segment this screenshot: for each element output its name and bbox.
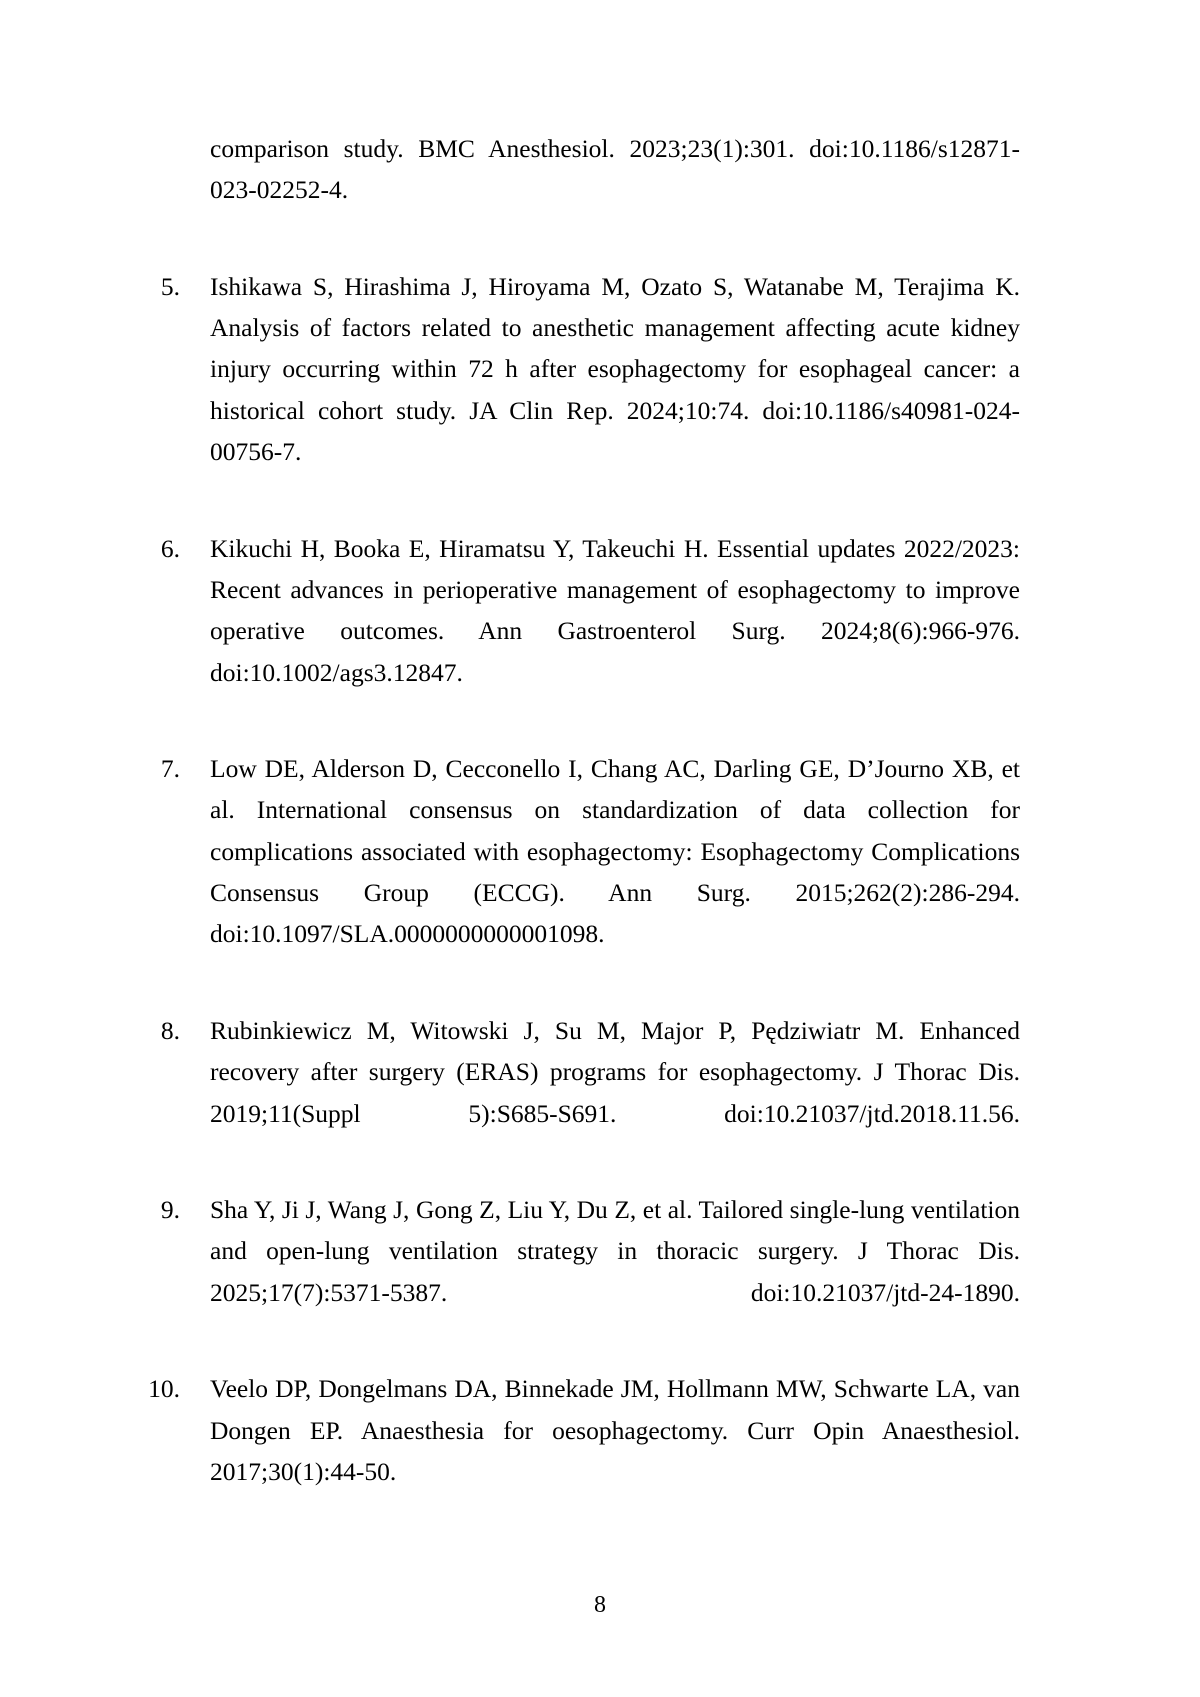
- reference-number: 5 .: [150, 266, 180, 307]
- reference-text: Rubinkiewicz M, Witowski J, Su M, Major P, Pędziwiatr M. Enhanced recovery after surgery (ERAS) programs for esophagectomy. J Thorac Dis. 2019;11(Suppl 5):S685-S691. doi:10.21037/jtd.2018.11.56.: [210, 1015, 1020, 1128]
- list-item: [160, 266, 1020, 514]
- list-item: [160, 1189, 1020, 1354]
- list-item: [160, 748, 1020, 996]
- reference-number: 9 .: [150, 1189, 180, 1230]
- reference-text: Veelo DP, Dongelmans DA, Binnekade JM, Hollmann MW, Schwarte LA, van Dongen EP. Anaesthesia for oesophagectomy. Curr Opin Anaesthesiol. 2017;30(1):44-50.: [210, 1374, 1020, 1486]
- reference-number: 8 .: [150, 1010, 180, 1051]
- list-item: [148, 1368, 1020, 1533]
- continuation-paragraph: comparison study. BMC Anesthesiol. 2023;23(1):301. doi:10.1186/s12871-023-02252-4.: [210, 134, 1020, 205]
- reference-text: Ishikawa S, Hirashima J, Hiroyama M, Ozato S, Watanabe M, Terajima K. Analysis of factors related to anesthetic management affecting acute kidney injury occurring within 72 h after esophagectomy for esophageal cancer: a historical cohort study. JA Clin Rep. 2024;10:74. doi:10.1186/s40981-024-00756-7.: [210, 271, 1020, 467]
- reference-text: Sha Y, Ji J, Wang J, Gong Z, Liu Y, Du Z, et al. Tailored single-lung ventilation and open-lung ventilation strategy in thoracic surgery. J Thorac Dis. 2025;17(7):5371-5387. doi:10.21037/jtd-24-1890.: [210, 1195, 1020, 1307]
- list-item: [160, 528, 1020, 734]
- page-number: 8: [594, 1592, 606, 1618]
- list-item: [160, 1010, 1020, 1175]
- reference-number: 6 .: [150, 528, 180, 569]
- reference-number: 10 .: [132, 1368, 180, 1409]
- reference-number: 7 .: [150, 748, 180, 789]
- reference-text: Low DE, Alderson D, Cecconello I, Chang AC, Darling GE, D’Journo XB, et al. International consensus on standardization of data collection for complications associated with esophagectomy: Esophagectomy Complications Consensus Group (ECCG). Ann Surg. 2015;262(2):286-294. doi:10.1097/SLA.0000000000001098.: [210, 754, 1020, 949]
- page-content: [148, 128, 1020, 1534]
- reference-list: [148, 266, 1020, 1534]
- reference-text: Kikuchi H, Booka E, Hiramatsu Y, Takeuchi H. Essential updates 2022/2023: Recent advances in perioperative management of esophagectomy to improve operative outcomes. Ann Gastroenterol Surg. 2024;8(6):966-976. doi:10.1002/ags3.12847.: [210, 533, 1020, 687]
